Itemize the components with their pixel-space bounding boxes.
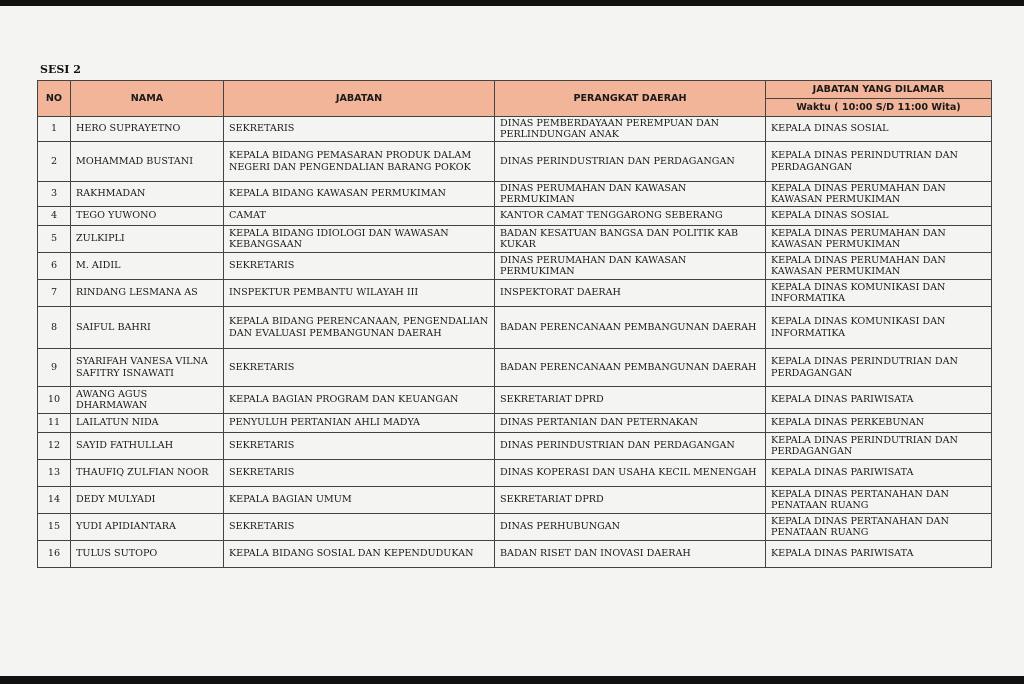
row-jabatan: KEPALA BIDANG KAWASAN PERMUKIMAN (224, 182, 495, 207)
row-jabatan-dilamar: KEPALA DINAS PERUMAHAN DAN KAWASAN PERMUKIMAN (766, 226, 992, 253)
row-nama: YUDI APIDIANTARA (71, 514, 224, 541)
row-jabatan-dilamar: KEPALA DINAS SOSIAL (766, 117, 992, 142)
header-waktu: Waktu ( 10:00 S/D 11:00 Wita) (766, 99, 992, 117)
row-number: 2 (38, 142, 71, 182)
table-body (38, 117, 992, 568)
header-jabatan-dilamar: JABATAN YANG DILAMAR (766, 81, 992, 99)
row-jabatan-dilamar: KEPALA DINAS PERINDUTRIAN DAN PERDAGANGAN (766, 142, 992, 182)
row-perangkat-daerah: SEKRETARIAT DPRD (495, 487, 766, 514)
row-perangkat-daerah: DINAS PERINDUSTRIAN DAN PERDAGANGAN (495, 142, 766, 182)
table-row (38, 514, 992, 541)
row-jabatan-dilamar: KEPALA DINAS PARIWISATA (766, 460, 992, 487)
row-jabatan: SEKRETARIS (224, 460, 495, 487)
header-nama: NAMA (71, 81, 224, 117)
row-perangkat-daerah: DINAS PEMBERDAYAAN PEREMPUAN DAN PERLINDUNGAN ANAK (495, 117, 766, 142)
row-perangkat-daerah: DINAS PERTANIAN DAN PETERNAKAN (495, 414, 766, 433)
row-nama: SYARIFAH VANESA VILNA SAFITRY ISNAWATI (71, 349, 224, 387)
row-jabatan-dilamar: KEPALA DINAS KOMUNIKASI DAN INFORMATIKA (766, 307, 992, 349)
row-number: 11 (38, 414, 71, 433)
row-jabatan: KEPALA BIDANG PEMASARAN PRODUK DALAM NEGERI DAN PENGENDALIAN BARANG POKOK (224, 142, 495, 182)
row-jabatan: KEPALA BIDANG PERENCANAAN, PENGENDALIAN DAN EVALUASI PEMBANGUNAN DAERAH (224, 307, 495, 349)
section-label: SESI 2 (40, 63, 81, 76)
header-jabatan: JABATAN (224, 81, 495, 117)
row-perangkat-daerah: DINAS PERINDUSTRIAN DAN PERDAGANGAN (495, 433, 766, 460)
row-nama: ZULKIPLI (71, 226, 224, 253)
row-perangkat-daerah: DINAS KOPERASI DAN USAHA KECIL MENENGAH (495, 460, 766, 487)
table-row (38, 433, 992, 460)
row-nama: TEGO YUWONO (71, 207, 224, 226)
row-number: 4 (38, 207, 71, 226)
row-jabatan: SEKRETARIS (224, 514, 495, 541)
row-number: 5 (38, 226, 71, 253)
row-perangkat-daerah: DINAS PERHUBUNGAN (495, 514, 766, 541)
row-jabatan: KEPALA BIDANG IDIOLOGI DAN WAWASAN KEBANGSAAN (224, 226, 495, 253)
row-number: 10 (38, 387, 71, 414)
table-row (38, 414, 992, 433)
row-jabatan-dilamar: KEPALA DINAS PERINDUTRIAN DAN PERDAGANGAN (766, 433, 992, 460)
row-number: 3 (38, 182, 71, 207)
row-jabatan-dilamar: KEPALA DINAS PARIWISATA (766, 541, 992, 568)
candidate-table (37, 80, 992, 568)
table-row (38, 226, 992, 253)
table-row (38, 487, 992, 514)
row-number: 6 (38, 253, 71, 280)
row-jabatan-dilamar: KEPALA DINAS PERKEBUNAN (766, 414, 992, 433)
row-number: 8 (38, 307, 71, 349)
row-jabatan: SEKRETARIS (224, 433, 495, 460)
row-number: 15 (38, 514, 71, 541)
row-number: 14 (38, 487, 71, 514)
table-row (38, 387, 992, 414)
header-no: NO (38, 81, 71, 117)
row-jabatan: PENYULUH PERTANIAN AHLI MADYA (224, 414, 495, 433)
table-row (38, 349, 992, 387)
bottom-border-strip (0, 676, 1024, 684)
row-jabatan-dilamar: KEPALA DINAS PERUMAHAN DAN KAWASAN PERMUKIMAN (766, 253, 992, 280)
row-nama: MOHAMMAD BUSTANI (71, 142, 224, 182)
table-row (38, 207, 992, 226)
row-perangkat-daerah: BADAN KESATUAN BANGSA DAN POLITIK KAB KUKAR (495, 226, 766, 253)
row-jabatan-dilamar: KEPALA DINAS PERTANAHAN DAN PENATAAN RUANG (766, 514, 992, 541)
row-jabatan-dilamar: KEPALA DINAS PERINDUTRIAN DAN PERDAGANGAN (766, 349, 992, 387)
row-perangkat-daerah: BADAN PERENCANAAN PEMBANGUNAN DAERAH (495, 349, 766, 387)
row-number: 9 (38, 349, 71, 387)
table-row (38, 460, 992, 487)
row-perangkat-daerah: SEKRETARIAT DPRD (495, 387, 766, 414)
row-nama: RINDANG LESMANA AS (71, 280, 224, 307)
row-jabatan: INSPEKTUR PEMBANTU WILAYAH III (224, 280, 495, 307)
row-nama: AWANG AGUS DHARMAWAN (71, 387, 224, 414)
row-nama: TULUS SUTOPO (71, 541, 224, 568)
row-perangkat-daerah: BADAN PERENCANAAN PEMBANGUNAN DAERAH (495, 307, 766, 349)
row-perangkat-daerah: KANTOR CAMAT TENGGARONG SEBERANG (495, 207, 766, 226)
table-row (38, 307, 992, 349)
row-nama: SAYID FATHULLAH (71, 433, 224, 460)
row-nama: THAUFIQ ZULFIAN NOOR (71, 460, 224, 487)
row-jabatan-dilamar: KEPALA DINAS PERTANAHAN DAN PENATAAN RUANG (766, 487, 992, 514)
header-perangkat-daerah: PERANGKAT DAERAH (495, 81, 766, 117)
row-jabatan-dilamar: KEPALA DINAS KOMUNIKASI DAN INFORMATIKA (766, 280, 992, 307)
table-row (38, 142, 992, 182)
row-perangkat-daerah: BADAN RISET DAN INOVASI DAERAH (495, 541, 766, 568)
row-jabatan-dilamar: KEPALA DINAS SOSIAL (766, 207, 992, 226)
row-nama: HERO SUPRAYETNO (71, 117, 224, 142)
row-number: 13 (38, 460, 71, 487)
row-jabatan: SEKRETARIS (224, 349, 495, 387)
row-number: 12 (38, 433, 71, 460)
row-jabatan: KEPALA BAGIAN PROGRAM DAN KEUANGAN (224, 387, 495, 414)
row-perangkat-daerah: DINAS PERUMAHAN DAN KAWASAN PERMUKIMAN (495, 182, 766, 207)
row-jabatan-dilamar: KEPALA DINAS PERUMAHAN DAN KAWASAN PERMUKIMAN (766, 182, 992, 207)
table-row (38, 280, 992, 307)
row-perangkat-daerah: INSPEKTORAT DAERAH (495, 280, 766, 307)
table-row (38, 117, 992, 142)
table-row (38, 541, 992, 568)
row-jabatan-dilamar: KEPALA DINAS PARIWISATA (766, 387, 992, 414)
table-row (38, 253, 992, 280)
row-nama: SAIFUL BAHRI (71, 307, 224, 349)
row-nama: RAKHMADAN (71, 182, 224, 207)
row-nama: M. AIDIL (71, 253, 224, 280)
row-jabatan: CAMAT (224, 207, 495, 226)
row-nama: LAILATUN NIDA (71, 414, 224, 433)
row-number: 1 (38, 117, 71, 142)
row-nama: DEDY MULYADI (71, 487, 224, 514)
row-jabatan: SEKRETARIS (224, 117, 495, 142)
row-jabatan: SEKRETARIS (224, 253, 495, 280)
row-perangkat-daerah: DINAS PERUMAHAN DAN KAWASAN PERMUKIMAN (495, 253, 766, 280)
row-jabatan: KEPALA BIDANG SOSIAL DAN KEPENDUDUKAN (224, 541, 495, 568)
row-number: 7 (38, 280, 71, 307)
row-jabatan: KEPALA BAGIAN UMUM (224, 487, 495, 514)
row-number: 16 (38, 541, 71, 568)
table-row (38, 182, 992, 207)
